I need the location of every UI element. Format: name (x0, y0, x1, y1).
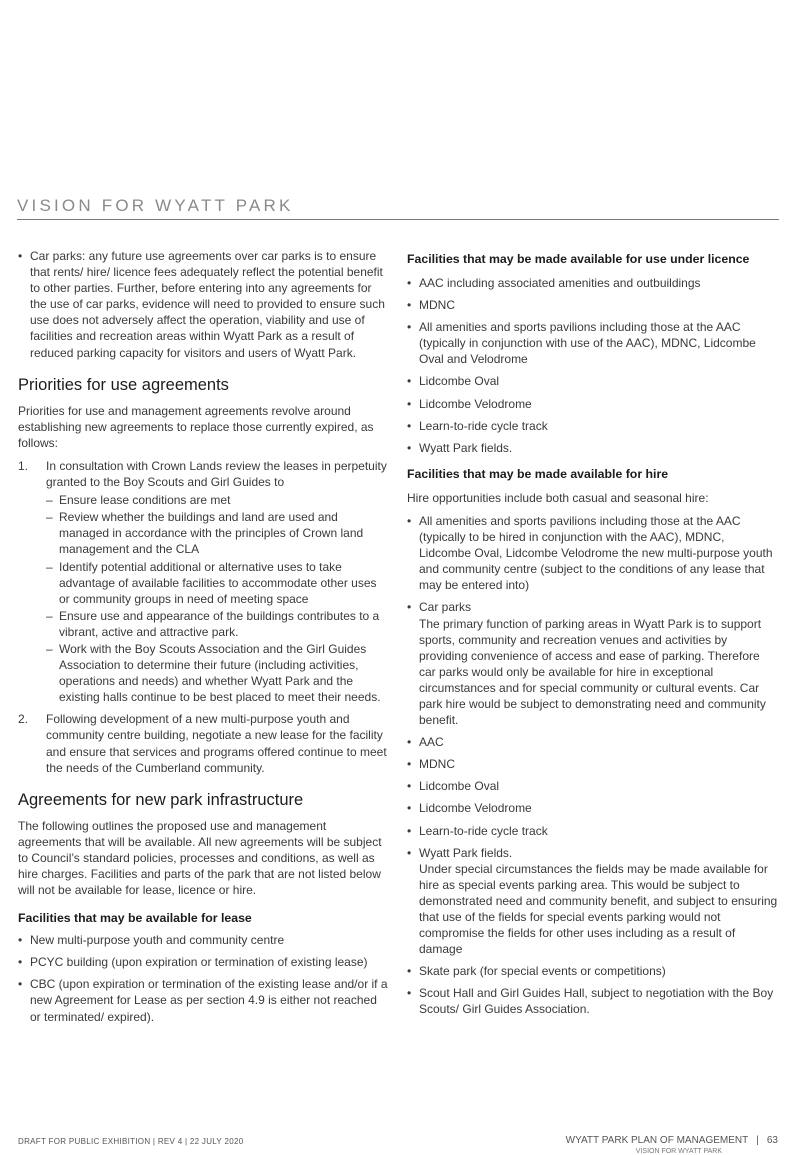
licence-heading: Facilities that may be made available for use under licence (407, 252, 750, 266)
list-item: • Learn-to-ride cycle track (407, 823, 548, 838)
list-item: • Car parks: any future use agreements over car parks is to ensure that rents/ hire/ licence fees adequately reflect the potential benefit to other parties. Further, before entering into any agreements for the use of car parks, evidence will need to provided to ensure such use does not adversely affect the operation, viability and use of facilities and recreation areas within Wyatt Park as a result of reduced parking capacity for visitors and users of Wyatt Park. (18, 249, 385, 360)
priorities-list (18, 458, 390, 776)
list-item: • Wyatt Park fields. (407, 440, 513, 455)
list-item: • Lidcombe Oval (407, 374, 500, 389)
sub-list-item: – Identify potential additional or alternative uses to take advantage of available facilities to accommodate other uses or community groups in need of meeting space (46, 559, 377, 606)
hire-list (407, 513, 779, 1018)
footer-divider: | (756, 1135, 759, 1146)
list-item: • Wyatt Park fields. Under special circumstances the fields may be made available for hire as special events parking area. This would be subject to demonstrated need and community benefit, and subject to ensuring that use of the fields for special events parking would not compromise the fields for other uses including as a result of damage (407, 845, 778, 957)
left-column (18, 248, 390, 1025)
priorities-heading: Priorities for use agreements (18, 375, 229, 394)
sub-list-item: – Review whether the buildings and land are used and managed in accordance with the principles of Crown land management and the CLA (46, 510, 364, 557)
list-item: • Lidcombe Velodrome (407, 396, 532, 411)
list-item: • All amenities and sports pavilions including those at the AAC (typically in conjunction with use of the AAC), MDNC, Lidcombe Oval and Velodrome (407, 320, 756, 367)
list-item: 2. Following development of a new multi-purpose youth and community centre building, negotiate a new lease for the facility and ensure that services and programs offered continue to meet the needs of the Cumberland community. (18, 712, 387, 775)
list-item: • Scout Hall and Girl Guides Hall, subject to negotiation with the Boy Scouts/ Girl Guides Association. (407, 986, 774, 1017)
sub-list (46, 492, 390, 705)
footer-sub-text: VISION FOR WYATT PARK (635, 1148, 722, 1155)
agreements-intro: The following outlines the proposed use and management agreements that will be available. All new agreements will be subject to Council’s standard policies, processes and conditions, as well as hire charges. Facilities and parts of the park that are not listed below will not be available for lease, licence or hire. (18, 818, 382, 898)
priorities-intro: Priorities for use and management agreements revolve around establishing new agreements to replace those currently expired, as follows: (18, 403, 374, 450)
section-title: VISION FOR WYATT PARK (17, 196, 779, 220)
lease-heading: Facilities that may be available for lease (18, 911, 252, 926)
right-column (407, 248, 779, 1018)
list-item: • Lidcombe Velodrome (407, 801, 532, 816)
lease-list (18, 932, 390, 1024)
bullet-icon: • (18, 249, 23, 263)
hire-heading: Facilities that may be made available for hire (407, 466, 669, 481)
footer-right (565, 1135, 778, 1155)
list-item: • MDNC (407, 757, 455, 772)
list-item: • Lidcombe Oval (407, 779, 500, 794)
list-item: 1. In consultation with Crown Lands review the leases in perpetuity granted to the Boy Scouts and Girl Guides to – Ensure lease conditions are met – Review whether the buildings and land are used and managed in accordance with the principles of Crown land management and the CLA – Identify potential additional or alternative uses to take advantage of available facilities to accommodate other uses or community groups in need of meeting space – Ensure use and appearance of the buildings contributes to a vibrant, active and attractive park. – Work with the Boy Scouts Association and the Girl Guides Association to determine their future (including activities, operations and needs) and whether Wyatt Park and the existing halls continue to be best placed to meet their needs. (18, 458, 390, 705)
list-item: • Skate park (for special events or competitions) (407, 964, 666, 979)
list-item: • AAC (407, 735, 444, 750)
list-item: • All amenities and sports pavilions including those at the AAC (typically to be hired in conjunction with the AAC), MDNC, Lidcombe Oval, Lidcombe Velodrome the new multi-purpose youth and community centre (subject to the conditions of any lease that may be entered into) (407, 513, 773, 593)
agreements-heading: Agreements for new park infrastructure (18, 790, 304, 809)
footer-left: DRAFT FOR PUBLIC EXHIBITION | REV 4 | 22 JULY 2020 (18, 1137, 244, 1146)
list-item: • New multi-purpose youth and community centre (18, 933, 285, 948)
list-item: • MDNC (407, 298, 455, 313)
sub-list-item: – Ensure use and appearance of the buildings contributes to a vibrant, active and attractive park. (46, 608, 380, 639)
intro-bullet-list (18, 248, 390, 361)
page-number: 63 (766, 1135, 778, 1146)
list-item: • AAC including associated amenities and outbuildings (407, 276, 701, 290)
hire-intro: Hire opportunities include both casual and seasonal hire: (407, 490, 709, 505)
list-item: • PCYC building (upon expiration or termination of existing lease) (18, 955, 368, 970)
sub-list-item: – Ensure lease conditions are met (46, 493, 231, 508)
footer-doc-title: WYATT PARK PLAN OF MANAGEMENT (565, 1135, 749, 1146)
list-item: • Learn-to-ride cycle track (407, 418, 548, 433)
list-item: • CBC (upon expiration or termination of the existing lease and/or if a new Agreement for Lease as per section 4.9 is either not reached or terminated/ expired). (18, 977, 388, 1024)
sub-list-item: – Work with the Boy Scouts Association and the Girl Guides Association to determine their future (including activities, operations and needs) and whether Wyatt Park and the existing halls continue to be best placed to meet their needs. (46, 641, 381, 705)
list-item: • Car parks The primary function of parking areas in Wyatt Park is to support sports, community and recreation venues and activities by providing convenience of access and ease of parking. Therefore car parks would only be available for hire in exceptional circumstances and for special community or cultural events. Car park hire would be subject to demonstrating need and community benefit. (407, 600, 766, 728)
licence-list (407, 275, 779, 456)
